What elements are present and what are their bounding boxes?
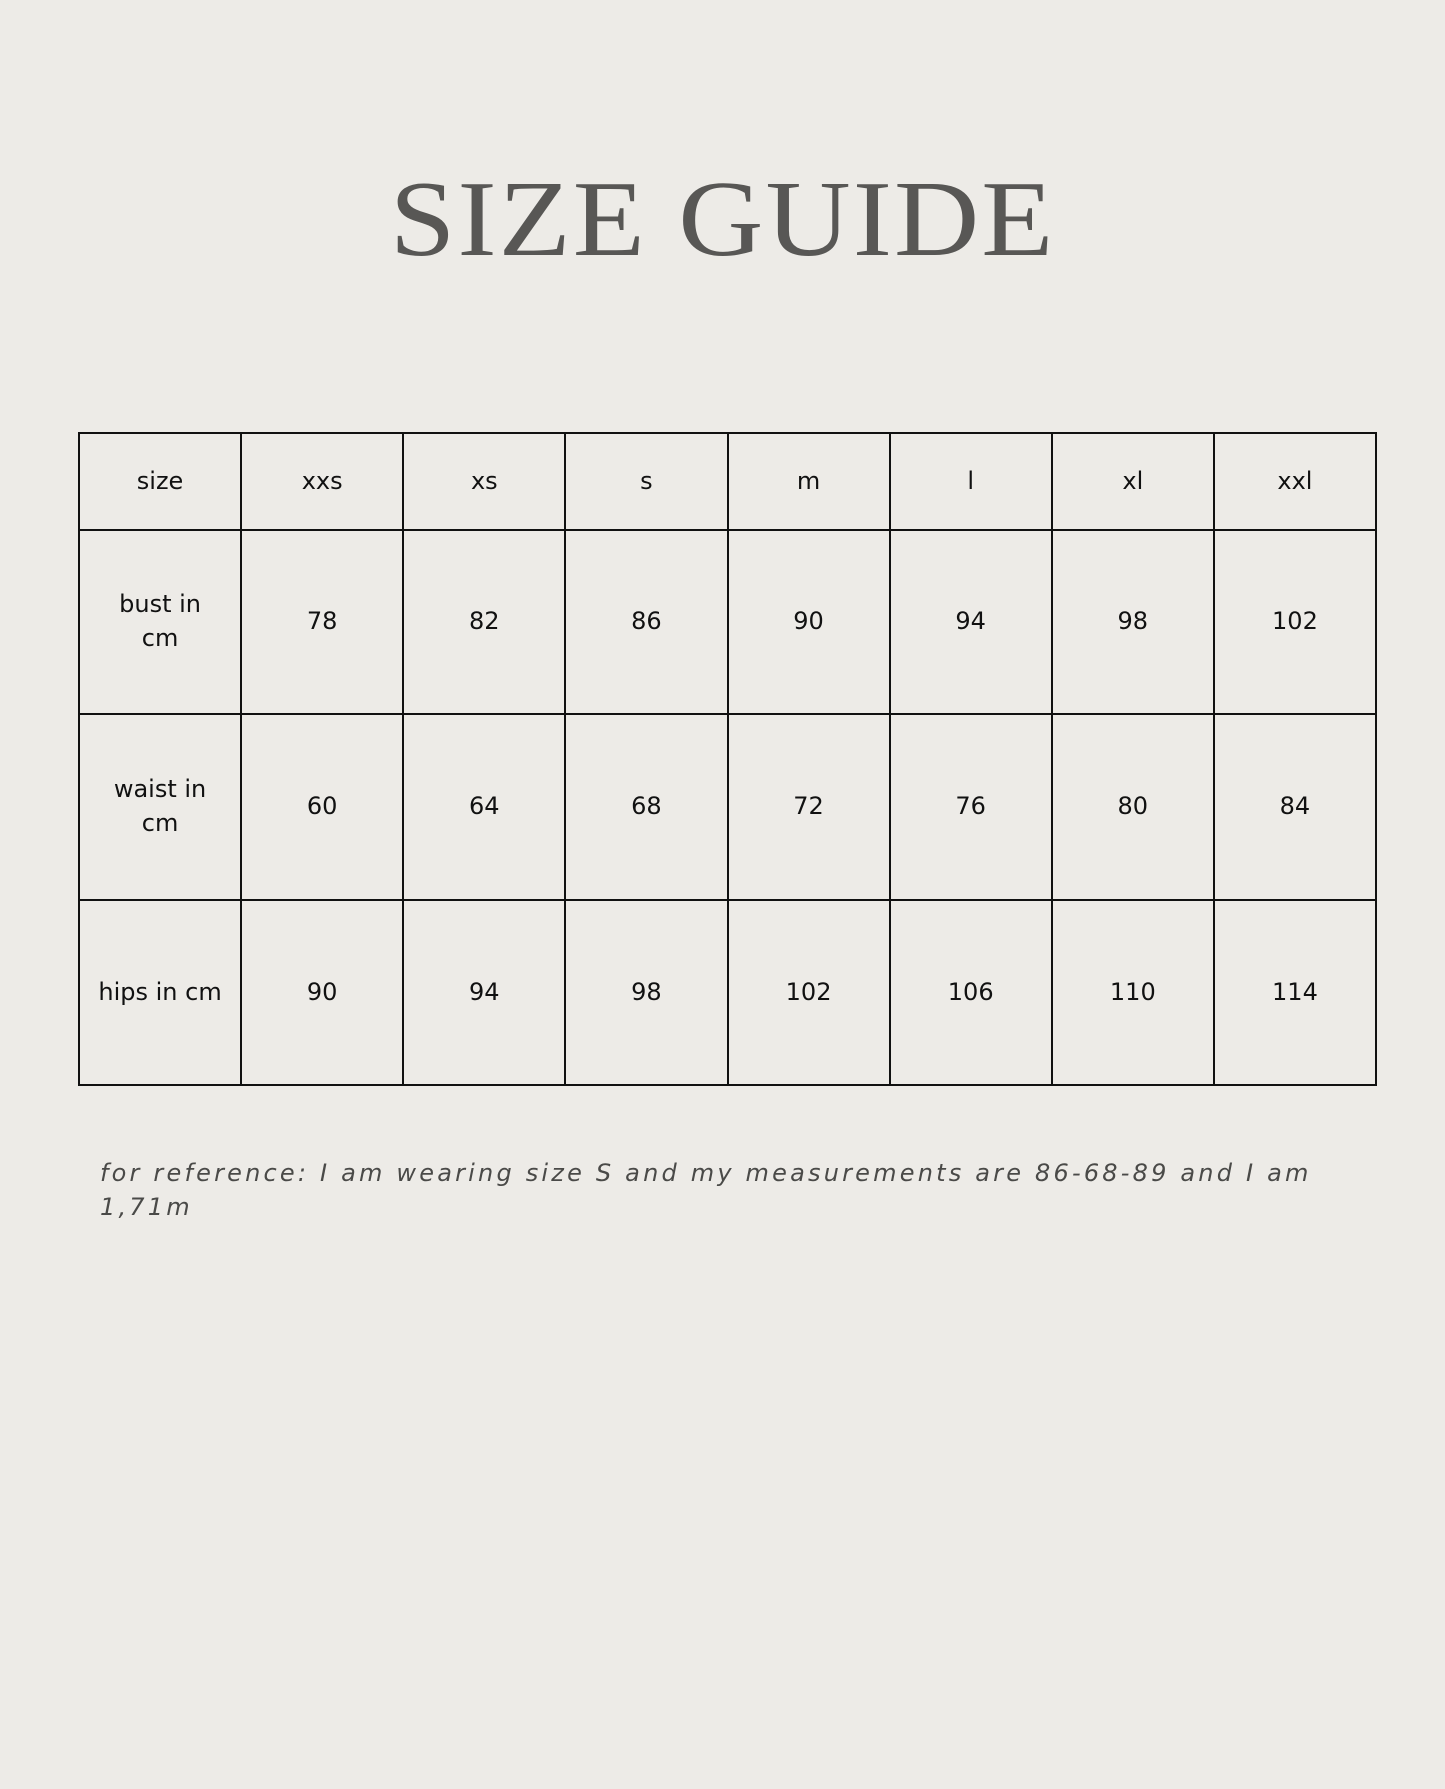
page-title: SIZE GUIDE [389,158,1056,279]
size-table [78,432,1377,1086]
table-cell: 90 [728,530,890,714]
table-cell: 68 [565,714,727,900]
row-label-waist [79,714,241,900]
table-header-row [79,433,1376,530]
header-cell-s: s [565,433,727,530]
table-cell: 72 [728,714,890,900]
table-cell: 90 [241,900,403,1085]
header-cell-xxl: xxl [1214,433,1376,530]
table-cell: 110 [1052,900,1214,1085]
row-label-text: hips in cm [98,977,222,1006]
table-cell: 78 [241,530,403,714]
table-cell: 98 [1052,530,1214,714]
row-label-bust [79,530,241,714]
table-row-waist [79,714,1376,900]
reference-note: for reference: I am wearing size S and my measurements are 86-68-89 and I am 1,71m [100,1159,1312,1221]
table-cell: 94 [403,900,565,1085]
table-cell: 64 [403,714,565,900]
row-label-text: bust in cm [119,590,201,652]
table-cell: 76 [890,714,1052,900]
table-cell: 94 [890,530,1052,714]
table-cell: 82 [403,530,565,714]
table-cell: 86 [565,530,727,714]
table-cell: 60 [241,714,403,900]
table-cell: 114 [1214,900,1376,1085]
header-cell-l: l [890,433,1052,530]
table-row-hips [79,900,1376,1085]
header-cell-size: size [79,433,241,530]
header-cell-xxs: xxs [241,433,403,530]
table-row-bust [79,530,1376,714]
table-cell: 84 [1214,714,1376,900]
header-cell-xs: xs [403,433,565,530]
table-cell: 102 [1214,530,1376,714]
row-label-hips [79,900,241,1085]
table-cell: 102 [728,900,890,1085]
table-cell: 98 [565,900,727,1085]
table-cell: 106 [890,900,1052,1085]
header-cell-xl: xl [1052,433,1214,530]
row-label-text: waist in cm [113,775,207,837]
table-cell: 80 [1052,714,1214,900]
header-cell-m: m [728,433,890,530]
